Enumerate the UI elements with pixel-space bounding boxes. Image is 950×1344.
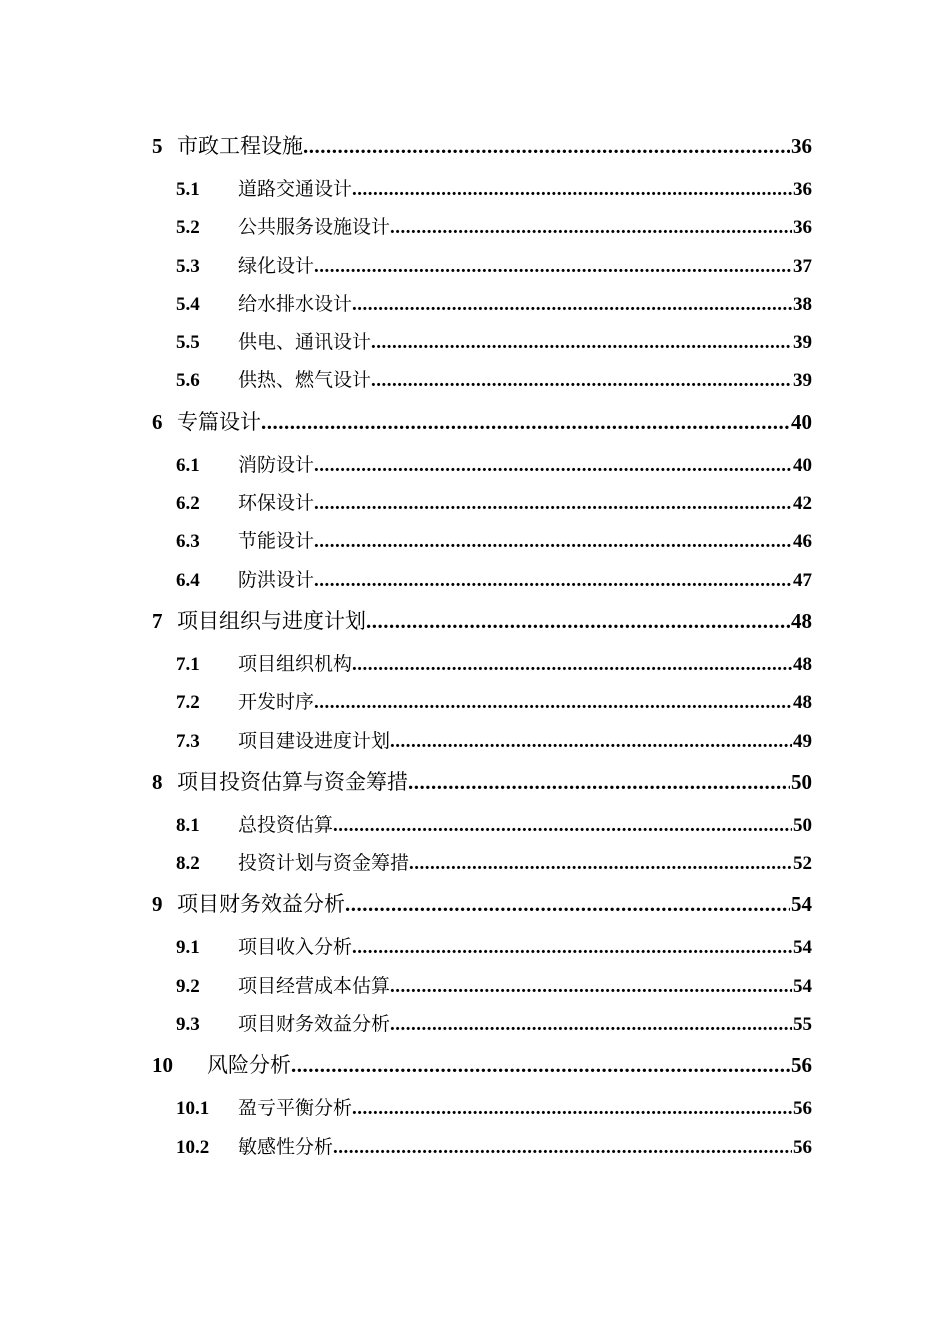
toc-entry-page-number: 40	[793, 454, 812, 476]
toc-entry-page-number: 56	[791, 1053, 812, 1078]
toc-entry-page-number: 39	[793, 332, 812, 354]
toc-section-entry[interactable]	[152, 969, 812, 1007]
toc-entry-number: 6.2	[176, 493, 200, 515]
toc-entry-number: 6.4	[176, 569, 200, 591]
toc-entry-page-number: 56	[793, 1136, 812, 1158]
toc-entry-title: 项目投资估算与资金筹措	[177, 769, 408, 794]
toc-dot-leader	[314, 250, 792, 284]
toc-section-entry[interactable]	[152, 930, 812, 968]
toc-dot-leader	[345, 884, 790, 924]
toc-section-entry[interactable]	[152, 1007, 812, 1045]
toc-dot-leader	[352, 931, 792, 965]
toc-entry-title: 道路交通设计	[238, 178, 353, 200]
toc-entry-page-number: 38	[793, 293, 812, 315]
toc-dot-leader	[371, 364, 792, 398]
toc-section-entry[interactable]	[152, 724, 812, 762]
toc-dot-leader	[408, 762, 790, 802]
toc-entry-number: 9.2	[176, 975, 200, 997]
toc-entry-page-number: 36	[793, 217, 812, 239]
toc-dot-leader	[352, 648, 792, 682]
toc-entry-page-number: 42	[793, 493, 812, 515]
toc-entry-title: 项目建设进度计划	[238, 729, 391, 752]
toc-entry-page-number: 50	[793, 814, 812, 836]
toc-entry-page-number: 48	[793, 653, 812, 675]
toc-entry-title: 项目财务效益分析	[177, 892, 345, 917]
toc-chapter-entry[interactable]	[152, 762, 812, 808]
toc-entry-title: 专篇设计	[177, 409, 261, 434]
toc-entry-page-number: 36	[791, 134, 812, 158]
toc-dot-leader	[314, 686, 792, 720]
toc-dot-leader	[333, 1131, 792, 1165]
toc-section-entry[interactable]	[152, 846, 812, 884]
toc-entry-title: 总投资估算	[238, 813, 334, 836]
toc-dot-leader	[390, 1008, 792, 1042]
toc-entry-page-number: 48	[791, 608, 812, 633]
toc-entry-page-number: 54	[793, 975, 812, 997]
toc-dot-leader	[409, 847, 792, 881]
toc-dot-leader	[352, 173, 792, 207]
toc-chapter-entry[interactable]	[152, 126, 812, 172]
toc-entry-page-number: 39	[793, 370, 812, 392]
toc-dot-leader	[366, 601, 790, 641]
toc-entry-title: 公共服务设施设计	[238, 216, 391, 239]
toc-entry-title: 防洪设计	[238, 568, 315, 591]
toc-entry-title: 节能设计	[238, 530, 315, 553]
toc-entry-title: 消防设计	[238, 453, 315, 476]
toc-dot-leader	[261, 402, 790, 442]
toc-entry-number: 5.5	[176, 332, 200, 354]
toc-entry-number: 7.3	[176, 730, 200, 752]
toc-section-entry[interactable]	[152, 563, 812, 601]
toc-entry-number: 5.6	[176, 370, 200, 392]
toc-entry-number: 5.4	[176, 293, 200, 315]
toc-entry-number: 10	[152, 1053, 173, 1078]
toc-section-entry[interactable]	[152, 685, 812, 723]
toc-entry-page-number: 54	[793, 937, 812, 959]
toc-section-entry[interactable]	[152, 210, 812, 248]
toc-section-entry[interactable]	[152, 325, 812, 363]
table-of-contents	[152, 126, 812, 1168]
toc-section-entry[interactable]	[152, 172, 812, 210]
toc-entry-title: 供热、燃气设计	[238, 369, 372, 392]
toc-section-entry[interactable]	[152, 647, 812, 685]
toc-entry-title: 投资计划与资金筹措	[238, 852, 410, 875]
toc-dot-leader	[333, 809, 792, 843]
toc-entry-page-number: 50	[791, 769, 812, 794]
toc-entry-number: 8.1	[176, 814, 200, 836]
toc-entry-number: 7.2	[176, 692, 200, 714]
toc-entry-page-number: 40	[791, 409, 812, 434]
toc-section-entry[interactable]	[152, 1130, 812, 1168]
toc-section-entry[interactable]	[152, 486, 812, 524]
toc-entry-page-number: 49	[793, 730, 812, 752]
toc-entry-title: 供电、通讯设计	[238, 331, 372, 354]
toc-entry-number: 5.2	[176, 217, 200, 239]
toc-chapter-entry[interactable]	[152, 1045, 812, 1091]
toc-entry-number: 9.1	[176, 937, 200, 959]
toc-dot-leader	[303, 126, 790, 166]
toc-dot-leader	[390, 725, 792, 759]
toc-entry-page-number: 47	[793, 569, 812, 591]
toc-section-entry[interactable]	[152, 524, 812, 562]
toc-entry-number: 8	[152, 769, 163, 794]
toc-entry-number: 6	[152, 409, 163, 434]
toc-entry-page-number: 37	[793, 255, 812, 277]
toc-dot-leader	[291, 1045, 790, 1085]
toc-entry-title: 项目收入分析	[238, 936, 353, 959]
toc-dot-leader	[352, 288, 792, 322]
toc-entry-title: 环保设计	[238, 492, 315, 515]
toc-entry-title: 项目组织机构	[238, 652, 353, 675]
toc-dot-leader	[314, 449, 792, 483]
toc-entry-number: 6.3	[176, 531, 200, 553]
toc-entry-title: 项目财务效益分析	[238, 1013, 391, 1036]
toc-dot-leader	[352, 1092, 792, 1126]
toc-entry-number: 8.2	[176, 853, 200, 875]
toc-dot-leader	[314, 525, 792, 559]
toc-entry-number: 10.2	[176, 1136, 210, 1158]
toc-entry-number: 5.1	[176, 179, 200, 200]
toc-entry-number: 6.1	[176, 454, 200, 476]
toc-entry-page-number: 36	[793, 179, 812, 200]
toc-entry-page-number: 54	[791, 892, 812, 917]
toc-entry-title: 项目组织与进度计划	[177, 608, 366, 633]
toc-entry-page-number: 48	[793, 692, 812, 714]
toc-dot-leader	[390, 970, 792, 1004]
toc-entry-number: 9.3	[176, 1014, 200, 1036]
toc-entry-title: 给水排水设计	[238, 292, 353, 315]
toc-chapter-entry[interactable]	[152, 884, 812, 930]
toc-section-entry[interactable]	[152, 287, 812, 325]
toc-entry-page-number: 52	[793, 853, 812, 875]
toc-entry-number: 5.3	[176, 255, 200, 277]
toc-dot-leader	[371, 326, 792, 360]
toc-section-entry[interactable]	[152, 363, 812, 401]
toc-entry-title: 项目经营成本估算	[238, 974, 391, 997]
toc-entry-number: 9	[152, 892, 163, 917]
toc-section-entry[interactable]	[152, 808, 812, 846]
toc-dot-leader	[314, 564, 792, 598]
toc-section-entry[interactable]	[152, 1091, 812, 1129]
toc-entry-page-number: 46	[793, 531, 812, 553]
toc-entry-number: 7	[152, 608, 163, 633]
toc-entry-title: 绿化设计	[238, 254, 315, 277]
toc-dot-leader	[314, 487, 792, 521]
toc-entry-number: 10.1	[176, 1098, 210, 1120]
toc-entry-page-number: 56	[793, 1098, 812, 1120]
toc-entry-title: 盈亏平衡分析	[238, 1097, 353, 1120]
toc-chapter-entry[interactable]	[152, 402, 812, 448]
toc-section-entry[interactable]	[152, 448, 812, 486]
toc-entry-title: 风险分析	[207, 1053, 291, 1078]
toc-entry-page-number: 55	[793, 1014, 812, 1036]
toc-entry-title: 敏感性分析	[238, 1135, 334, 1158]
toc-entry-number: 7.1	[176, 653, 200, 675]
toc-section-entry[interactable]	[152, 249, 812, 287]
toc-dot-leader	[390, 211, 792, 245]
toc-chapter-entry[interactable]	[152, 601, 812, 647]
toc-entry-number: 5	[152, 134, 163, 158]
toc-entry-title: 开发时序	[238, 691, 315, 714]
toc-entry-title: 市政工程设施	[177, 134, 303, 158]
